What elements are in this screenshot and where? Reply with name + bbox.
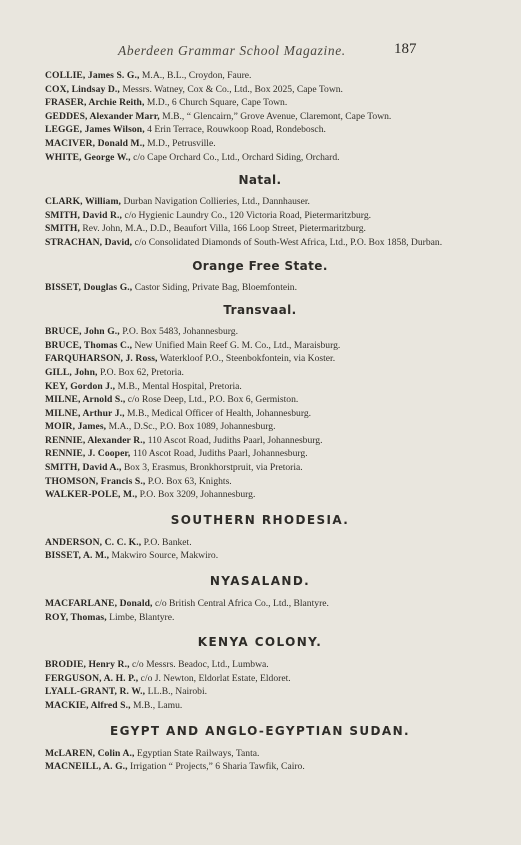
section-heading: KENYA COLONY.	[197, 635, 323, 650]
address-entry	[45, 210, 475, 222]
entry-details: M.D., Petrusville.	[147, 137, 216, 149]
address-entry	[45, 367, 475, 379]
entry-details: c/o Hygienic Laundry Co., 120 Victoria Road, Pietermaritzburg.	[124, 209, 372, 221]
entry-details: Limbe, Blantyre.	[109, 611, 175, 623]
entry-name: SMITH, David A.,	[45, 462, 122, 474]
section-block	[45, 173, 475, 248]
section-heading: Transvaal.	[223, 303, 297, 318]
entry-name: LYALL-GRANT, R. W.,	[45, 686, 146, 698]
address-entry	[45, 489, 475, 501]
entry-name: FERGUSON, A. H. P.,	[45, 672, 139, 684]
entry-details: P.O. Box 5483, Johannesburg.	[122, 326, 238, 338]
section-block	[45, 574, 475, 623]
entry-details: M.B., Mental Hospital, Pretoria.	[117, 380, 242, 392]
entry-details: 110 Ascot Road, Judiths Paarl, Johannesburg.	[132, 448, 308, 460]
entry-name: GEDDES, Alexander Marr,	[45, 110, 160, 122]
page-number: 187	[394, 41, 417, 57]
address-entry	[45, 537, 475, 549]
address-entry	[45, 435, 475, 447]
running-title: Aberdeen Grammar School Magazine.	[118, 43, 346, 58]
entry-details: Irrigation “ Projects,” 6 Sharia Tawfik, Cairo.	[130, 761, 305, 773]
entry-name: SMITH, David R.,	[45, 209, 123, 221]
entry-name: MACKIE, Alfred S.,	[45, 700, 131, 711]
address-entry	[45, 612, 475, 624]
address-entry	[45, 84, 475, 96]
section-block	[45, 635, 475, 711]
entry-name: ROY, Thomas,	[45, 611, 107, 623]
entry-name: MACFARLANE, Donald,	[45, 598, 153, 610]
address-entry	[45, 353, 475, 365]
page-header	[0, 40, 521, 60]
address-entry	[45, 326, 475, 338]
entry-details: M.A., D.Sc., P.O. Box 1089, Johannesburg.	[108, 421, 276, 433]
entry-details: 4 Erin Terrace, Rouwkoop Road, Rondebosch.	[147, 124, 326, 136]
entry-details: M.D., 6 Church Square, Cape Town.	[146, 97, 288, 109]
address-list	[45, 70, 475, 775]
entry-name: MILNE, Arthur J.,	[45, 407, 125, 419]
entry-details: M.B., Medical Officer of Health, Johannesburg.	[127, 407, 312, 419]
address-entry	[45, 381, 475, 393]
entry-details: LL.B., Nairobi.	[147, 686, 208, 698]
section-heading: Orange Free State.	[192, 258, 328, 273]
entry-name: BRODIE, Henry R.,	[45, 659, 130, 671]
entry-details: c/o J. Newton, Eldorlat Estate, Eldoret.	[140, 672, 291, 684]
entry-name: SMITH,	[45, 223, 80, 235]
entry-details: P.O. Box 3209, Johannesburg.	[139, 489, 256, 501]
entry-name: FARQUHARSON, J. Ross,	[45, 353, 158, 365]
entry-name: RENNIE, J. Cooper,	[45, 448, 131, 460]
entry-name: MILNE, Arnold S.,	[45, 394, 126, 406]
entry-name: ANDERSON, C. C. K.,	[45, 536, 142, 548]
entry-name: BISSET, Douglas G.,	[45, 281, 133, 293]
entry-name: WHITE, George W.,	[45, 151, 131, 163]
address-entry	[45, 659, 475, 671]
address-entry	[45, 223, 475, 235]
entry-details: Castor Siding, Private Bag, Bloemfontein.	[134, 281, 297, 293]
entry-details: P.O. Box 63, Knights.	[147, 475, 232, 487]
address-entry	[45, 152, 475, 164]
address-entry	[45, 421, 475, 433]
entry-name: MACIVER, Donald M.,	[45, 137, 145, 149]
section-heading: SOUTHERN RHODESIA.	[170, 512, 350, 527]
entry-details: c/o Rose Deep, Ltd., P.O. Box 6, Germiston.	[127, 394, 299, 406]
entry-name: RENNIE, Alexander R.,	[45, 434, 146, 446]
entry-details: M.A., B.L., Croydon, Faure.	[141, 70, 252, 81]
entry-details: Box 3, Erasmus, Bronkhorstpruit, via Pretoria.	[123, 462, 303, 474]
entry-details: Egyptian State Railways, Tanta.	[136, 747, 260, 759]
address-entry	[45, 138, 475, 150]
address-entry	[45, 282, 475, 294]
entry-name: MACNEILL, A. G.,	[45, 761, 128, 773]
section-heading: Natal.	[238, 173, 282, 188]
section-heading: EGYPT AND ANGLO-EGYPTIAN SUDAN.	[110, 723, 410, 738]
entry-name: STRACHAN, David,	[45, 236, 133, 248]
address-entry	[45, 550, 475, 562]
entry-details: Durban Navigation Collieries, Ltd., Dannhauser.	[123, 196, 310, 208]
entry-name: KEY, Gordon J.,	[45, 380, 116, 392]
entry-name: LEGGE, James Wilson,	[45, 124, 145, 136]
address-entry	[45, 748, 475, 760]
entry-name: BISSET, A. M.,	[45, 550, 110, 562]
entry-details: Messrs. Watney, Cox & Co., Ltd., Box 2025, Cape Town.	[122, 83, 343, 95]
entry-details: c/o British Central Africa Co., Ltd., Blantyre.	[154, 598, 329, 610]
entry-details: M.B., “ Glencairn,” Grove Avenue, Claremont, Cape Town.	[162, 110, 392, 122]
entry-name: McLAREN, Colin A.,	[45, 747, 135, 759]
entry-details: c/o Cape Orchard Co., Ltd., Orchard Siding, Orchard.	[133, 151, 340, 163]
address-entry	[45, 598, 475, 610]
address-entry	[45, 476, 475, 488]
entry-name: MOIR, James,	[45, 421, 107, 433]
address-entry	[45, 124, 475, 136]
section-block	[45, 724, 475, 773]
address-entry	[45, 700, 475, 712]
address-entry	[45, 340, 475, 352]
address-entry	[45, 462, 475, 474]
entry-details: P.O. Banket.	[143, 536, 192, 548]
entry-details: Rev. John, M.A., D.D., Beaufort Villa, 166 Loop Street, Pietermaritzburg.	[82, 223, 366, 235]
entry-details: c/o Messrs. Beadoc, Ltd., Lumbwa.	[132, 659, 269, 671]
entry-details: New Unified Main Reef G. M. Co., Ltd., Maraisburg.	[134, 339, 341, 351]
entry-details: M.B., Lamu.	[132, 700, 183, 711]
entry-name: COX, Lindsay D.,	[45, 83, 120, 95]
entry-name: WALKER-POLE, M.,	[45, 489, 138, 501]
address-entry	[45, 97, 475, 109]
entry-name: BRUCE, Thomas C.,	[45, 339, 133, 351]
entry-details: 110 Ascot Road, Judiths Paarl, Johannesburg.	[147, 434, 323, 446]
address-entry	[45, 673, 475, 685]
section-block	[45, 303, 475, 501]
address-entry	[45, 394, 475, 406]
address-entry	[45, 686, 475, 698]
entry-name: FRASER, Archie Reith,	[45, 97, 145, 109]
section-block	[45, 513, 475, 562]
address-entry	[45, 111, 475, 123]
entry-name: THOMSON, Francis S.,	[45, 475, 146, 487]
section-block	[45, 70, 475, 163]
entry-details: Waterkloof P.O., Steenbokfontein, via Koster.	[159, 353, 336, 365]
entry-details: P.O. Box 62, Pretoria.	[99, 366, 184, 378]
entry-name: CLARK, William,	[45, 196, 122, 208]
address-entry	[45, 408, 475, 420]
entry-details: c/o Consolidated Diamonds of South-West Africa, Ltd., P.O. Box 1858, Durban.	[134, 236, 443, 248]
address-entry	[45, 70, 475, 82]
entry-details: Makwiro Source, Makwiro.	[111, 550, 219, 562]
entry-name: COLLIE, James S. G.,	[45, 70, 140, 81]
entry-name: GILL, John,	[45, 366, 98, 378]
address-entry	[45, 761, 475, 773]
section-block	[45, 259, 475, 294]
entry-name: BRUCE, John G.,	[45, 326, 120, 338]
address-entry	[45, 448, 475, 460]
section-heading: NYASALAND.	[209, 574, 311, 589]
address-entry	[45, 196, 475, 208]
address-entry	[45, 237, 475, 249]
